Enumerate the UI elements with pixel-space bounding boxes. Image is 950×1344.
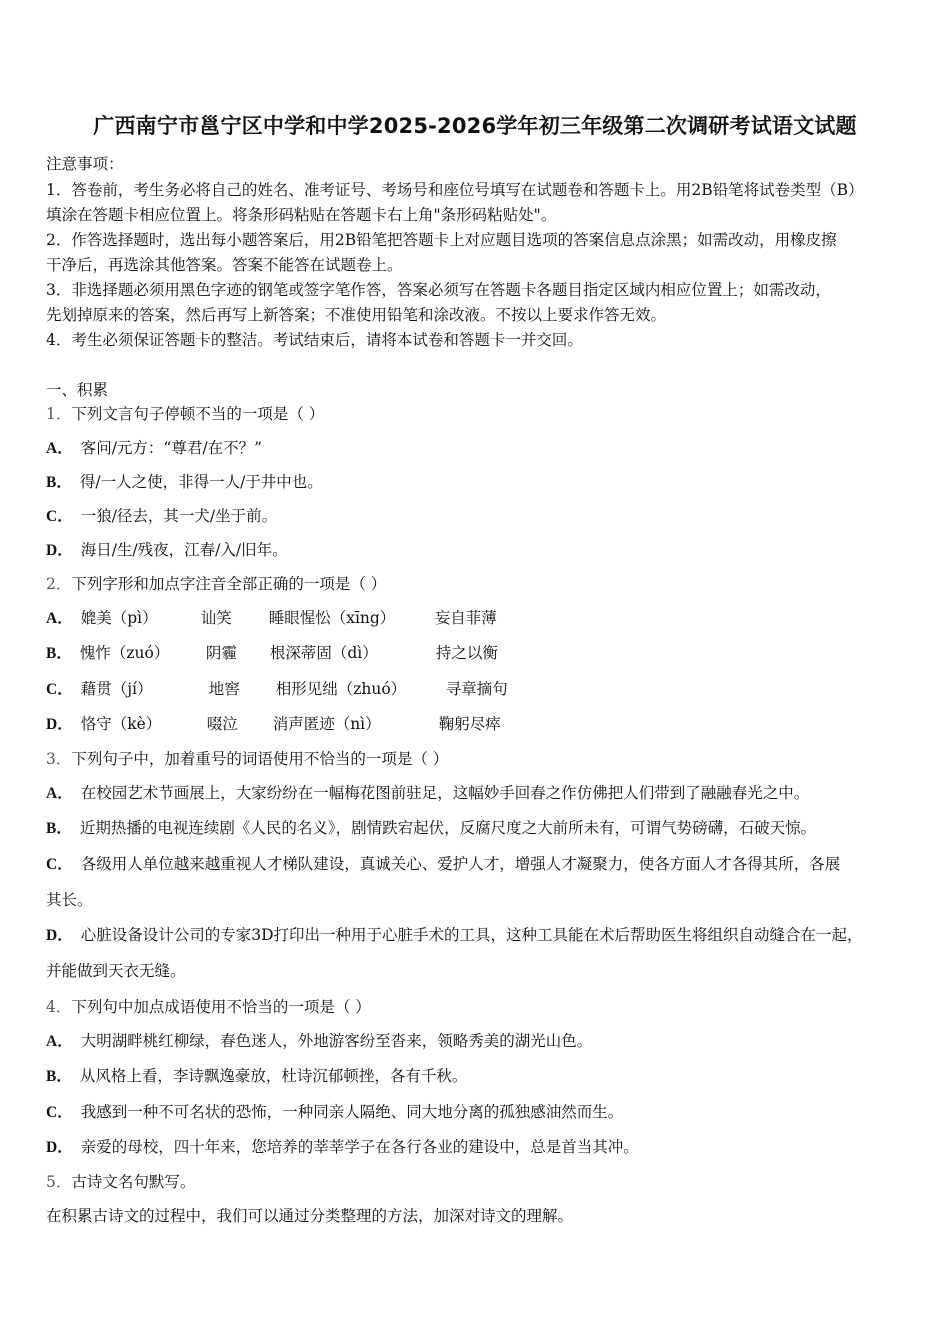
option-part: 啜泣 [206, 715, 238, 733]
option-part: 消声匿迹（nì） [272, 715, 381, 733]
option-label: B． [46, 820, 72, 837]
option-d [46, 923, 912, 945]
notice-line: 干净后，再选涂其他答案。答案不能答在试题卷上。 [46, 256, 403, 274]
notice-line: 4．考生必须保证答题卡的整洁。考试结束后，请将本试卷和答题卡一并交回。 [46, 331, 583, 349]
option-a [46, 606, 912, 628]
option-b [46, 816, 912, 838]
option-text: 我感到一种不可名状的恐怖，一种同亲人隔绝、同大地分离的孤独感油然而生。 [80, 1103, 624, 1121]
question-2 [46, 572, 912, 594]
page-title: 广西南宁市邕宁区中学和中学2025-2026学年初三年级第二次调研考试语文试题 [93, 114, 857, 138]
notice-line: 1．答卷前，考生务必将自己的姓名、准考证号、考场号和座位号填写在试题卷和答题卡上。用2B铅笔将试卷类型（B） [46, 181, 864, 199]
question-stem: 下列句子中，加着重号的词语使用不恰当的一项是（ ） [71, 750, 449, 768]
option-text: 从风格上看，李诗飘逸豪放，杜诗沉郁顿挫，各有千秋。 [79, 1067, 468, 1085]
option-a [46, 436, 912, 458]
option-part: 相形见绌（zhuó） [275, 680, 407, 698]
option-text: 各级用人单位越来越重视人才梯队建设，真诚关心、爱护人才，增强人才凝聚力，使各方面人才各得其所，各展 [80, 855, 841, 873]
option-label: C． [46, 681, 73, 698]
option-d [46, 538, 912, 560]
option-label: D． [46, 542, 73, 559]
option-part: 妄自菲薄 [434, 609, 497, 627]
option-text: 近期热播的电视连续剧《人民的名义》，剧情跌宕起伏，反腐尺度之大前所未有，可谓气势磅礴，石破天惊。 [79, 819, 817, 837]
option-text: 一狼/径去，其一犬/坐于前。 [80, 507, 278, 525]
notice-heading: 注意事项： [46, 155, 124, 173]
option-text: 心脏设备设计公司的专家3D打印出一种用于心脏手术的工具，这种工具能在术后帮助医生将组织自动缝合在一起， [80, 926, 863, 944]
option-part: 睡眼惺忪（xīng） [268, 609, 396, 627]
option-text: 客问/元方：“尊君/在不？” [80, 439, 262, 457]
notice-line: 填涂在答题卡相应位置上。将条形码粘贴在答题卡右上角"条形码粘贴处"。 [46, 206, 557, 224]
question-4 [46, 995, 912, 1017]
section-heading: 一、积累 [46, 381, 109, 399]
option-part: 持之以衡 [435, 644, 498, 662]
option-part: 寻章摘句 [445, 680, 508, 698]
option-c [46, 1100, 912, 1122]
option-b [46, 1064, 912, 1086]
question-stem: 下列字形和加点字注音全部正确的一项是（ ） [71, 575, 387, 593]
option-label: D． [46, 927, 73, 944]
question-stem: 下列句中加点成语使用不恰当的一项是（ ） [71, 998, 371, 1016]
option-part: 讪笑 [200, 609, 232, 627]
question-5 [46, 1170, 912, 1192]
question-3 [46, 747, 912, 769]
option-part: 媲美（pì） [80, 609, 158, 627]
option-text: 得/一人之使，非得一人/于井中也。 [79, 473, 323, 491]
option-d [46, 712, 912, 734]
question-number: 3． [46, 750, 72, 768]
option-label: C． [46, 508, 73, 525]
option-a [46, 781, 912, 803]
paragraph: 在积累古诗文的过程中，我们可以通过分类整理的方法，加深对诗文的理解。 [46, 1207, 574, 1225]
question-number: 2． [46, 575, 72, 593]
option-text: 海日/生/残夜，江春/入/旧年。 [80, 541, 288, 559]
option-continuation: 其长。 [46, 891, 93, 909]
notice-line: 3．非选择题必须用黑色字迹的钢笔或签字笔作答，答案必须写在答题卡各题目指定区域内相应位置上；如需改动， [46, 281, 831, 299]
option-part: 地窖 [208, 680, 240, 698]
option-label: A． [46, 440, 73, 457]
option-label: D． [46, 716, 73, 733]
option-part: 恪守（kè） [80, 715, 162, 733]
option-text: 在校园艺术节画展上，大家纷纷在一幅梅花图前驻足，这幅妙手回春之作仿佛把人们带到了融融春光之中。 [80, 784, 810, 802]
option-d [46, 1135, 912, 1157]
notice-line: 2．作答选择题时，选出每小题答案后，用2B铅笔把答题卡上对应题目选项的答案信息点涂黑；如需改动，用橡皮擦 [46, 231, 837, 249]
option-continuation: 并能做到天衣无缝。 [46, 962, 186, 980]
option-label: B． [46, 474, 72, 491]
option-part: 藉贯（jí） [80, 680, 153, 698]
question-number: 4． [46, 998, 72, 1016]
option-text: 亲爱的母校，四十年来，您培养的莘莘学子在各行各业的建设中，总是首当其冲。 [80, 1138, 639, 1156]
option-label: C． [46, 856, 73, 873]
option-label: A． [46, 785, 73, 802]
option-label: A． [46, 610, 73, 627]
option-a [46, 1029, 912, 1051]
option-part: 鞠躬尽瘁 [438, 715, 501, 733]
option-b [46, 641, 912, 663]
option-part: 愧怍（zuó） [79, 644, 170, 662]
option-text: 大明湖畔桃红柳绿，春色迷人，外地游客纷至沓来，领略秀美的湖光山色。 [80, 1032, 593, 1050]
question-number: 1． [46, 405, 72, 423]
option-part: 根深蒂固（dì） [269, 644, 378, 662]
option-c [46, 852, 912, 874]
option-label: C． [46, 1104, 73, 1121]
question-1 [46, 402, 912, 424]
notice-line: 先划掉原来的答案，然后再写上新答案；不准使用铅笔和涂改液。不按以上要求作答无效。 [46, 306, 667, 324]
option-c [46, 677, 912, 699]
option-c [46, 504, 912, 526]
question-stem: 下列文言句子停顿不当的一项是（ ） [71, 405, 325, 423]
option-label: D． [46, 1139, 73, 1156]
option-label: B． [46, 1068, 72, 1085]
option-label: A． [46, 1033, 73, 1050]
question-stem: 古诗文名句默写。 [71, 1173, 196, 1191]
option-label: B． [46, 645, 72, 662]
option-part: 阴霾 [205, 644, 237, 662]
option-b [46, 470, 912, 492]
question-number: 5． [46, 1173, 72, 1191]
